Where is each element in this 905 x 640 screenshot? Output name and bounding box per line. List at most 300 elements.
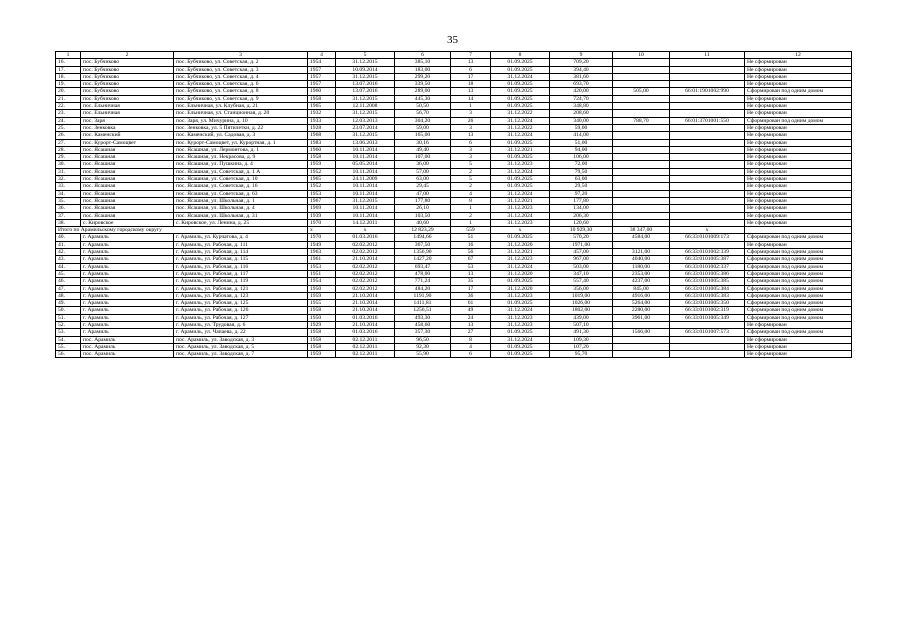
address-cell: пос. Бубчиково, ул. Советская, д. 4 <box>174 73 308 80</box>
year-cell: 1963 <box>308 249 336 256</box>
status-cell: Сформирован под одним домом <box>745 270 852 277</box>
cadastral-number-cell <box>670 183 745 190</box>
cadastral-number-cell <box>670 146 745 153</box>
cadastral-number-cell: 66:33:0101002:339 <box>670 249 745 256</box>
deadline-cell: 31.12.2024 <box>491 212 550 219</box>
land-area-cell <box>613 132 670 139</box>
address-cell: пос. Ясашная, ул. Лермонтова, д. 1 <box>174 146 308 153</box>
date-cell: 31.12.2015 <box>336 95 395 102</box>
year-cell: 1968 <box>308 132 336 139</box>
status-cell: Не сформирован <box>745 321 852 328</box>
area-cell: 493,30 <box>395 314 451 321</box>
table-row <box>56 307 852 314</box>
address-cell: г. Арамиль, ул. Рабочая, д. 111 <box>174 241 308 248</box>
value-cell: 10 929,30 <box>550 227 613 234</box>
address-cell: пос. Арамиль, ул. Заводская, д. 7 <box>174 351 308 358</box>
year-cell: 1959 <box>308 292 336 299</box>
value-cell: 1019,00 <box>550 292 613 299</box>
table-row <box>56 66 852 73</box>
address-cell: г. Арамиль, ул. Рабочая, д. 115 <box>174 256 308 263</box>
status-cell: Не сформирован <box>745 212 852 219</box>
value-cell: 347,10 <box>550 270 613 277</box>
area-cell: 177,80 <box>395 197 451 204</box>
area-cell: 55,90 <box>395 351 451 358</box>
date-cell: 02.02.2012 <box>336 249 395 256</box>
status-cell: Не сформирован <box>745 95 852 102</box>
locality-cell: пос. Ясашная <box>81 161 174 168</box>
cadastral-number-cell <box>670 139 745 146</box>
address-cell: пос. Ельничная, ул. Клубная, д. 21 <box>174 103 308 110</box>
locality-cell: г. Арамиль <box>81 270 174 277</box>
date-cell: 10.11.2014 <box>336 183 395 190</box>
column-number-cell: 9 <box>550 52 613 59</box>
land-area-cell: 2280,00 <box>613 307 670 314</box>
address-cell: г. Арамиль, ул. Рабочая, д. 119 <box>174 278 308 285</box>
land-area-cell <box>613 205 670 212</box>
count-cell: 67 <box>451 256 491 263</box>
year-cell: 1959 <box>308 351 336 358</box>
date-cell: 21.10.2014 <box>336 321 395 328</box>
address-cell: г. Арамиль, ул. Рабочая, д. 123 <box>174 292 308 299</box>
year-cell: 1970 <box>308 234 336 241</box>
date-cell: 05.05.2014 <box>336 161 395 168</box>
value-cell: 491,30 <box>550 329 613 336</box>
year-cell: 1929 <box>308 321 336 328</box>
row-number-cell: 29. <box>56 154 81 161</box>
cadastral-number-cell <box>670 59 745 66</box>
land-area-cell <box>613 139 670 146</box>
deadline-cell: 31.12.2021 <box>491 249 550 256</box>
date-cell: 31.12.2015 <box>336 132 395 139</box>
land-area-cell: 845,00 <box>613 285 670 292</box>
status-cell: Не сформирован <box>745 205 852 212</box>
cadastral-number-cell: 66:33:0101007:573 <box>670 329 745 336</box>
locality-cell: пос. Арамиль <box>81 336 174 343</box>
locality-cell: г. Арамиль <box>81 321 174 328</box>
table-row <box>56 183 852 190</box>
value-cell: 693,70 <box>550 81 613 88</box>
address-cell: пос. Арамиль, ул. Заводская, д. 5 <box>174 343 308 350</box>
date-cell: 12.03.2013 <box>336 117 395 124</box>
land-area-cell: 38 347,00 <box>613 227 670 234</box>
row-number-cell: 49. <box>56 300 81 307</box>
date-cell: 31.12.2015 <box>336 197 395 204</box>
date-cell: 02.02.2012 <box>336 241 395 248</box>
count-cell: 6 <box>451 66 491 73</box>
area-cell: 478,00 <box>395 270 451 277</box>
count-cell: 5 <box>451 176 491 183</box>
value-cell: 340,00 <box>550 117 613 124</box>
count-cell: 35 <box>451 278 491 285</box>
table-row <box>56 117 852 124</box>
row-number-cell: 38. <box>56 219 81 226</box>
locality-cell: г. Арамиль <box>81 314 174 321</box>
land-area-cell <box>613 154 670 161</box>
land-area-cell <box>613 66 670 73</box>
area-cell: 385,10 <box>395 59 451 66</box>
count-cell: 1 <box>451 219 491 226</box>
row-number-cell: 32. <box>56 176 81 183</box>
area-cell: 57,00 <box>395 168 451 175</box>
locality-cell: г. Арамиль <box>81 307 174 314</box>
value-cell: 63,00 <box>550 176 613 183</box>
area-cell: 339,50 <box>395 81 451 88</box>
area-cell: 289,00 <box>395 88 451 95</box>
cadastral-number-cell <box>670 241 745 248</box>
value-cell: 1026,00 <box>550 300 613 307</box>
table-row <box>56 219 852 226</box>
area-cell: 299,20 <box>395 73 451 80</box>
count-cell: 3 <box>451 146 491 153</box>
header-row <box>56 52 852 59</box>
deadline-cell: 31.12.2024 <box>491 190 550 197</box>
address-cell: г. Арамиль, ул. Трудовая, д. 6 <box>174 321 308 328</box>
table-body <box>56 52 852 358</box>
table-row <box>56 73 852 80</box>
value-cell: 348,80 <box>550 103 613 110</box>
year-cell: 1958 <box>308 307 336 314</box>
locality-cell: пос. Бубчиково <box>81 95 174 102</box>
address-cell: пос. Ясашная, ул. Школьная, д. 4 <box>174 205 308 212</box>
row-number-cell: 54. <box>56 336 81 343</box>
land-area-cell: 2353,00 <box>613 270 670 277</box>
value-cell: 177,80 <box>550 197 613 204</box>
table-row <box>56 329 852 336</box>
cadastral-number-cell <box>670 73 745 80</box>
area-cell: 357,30 <box>395 329 451 336</box>
address-cell: г. Арамиль, ул. Рабочая, д. 125 <box>174 300 308 307</box>
address-cell: г. Арамиль, ул. Рабочая, д. 126 <box>174 307 308 314</box>
address-cell: пос. Ясашная, ул. Пушкина, д. 4 <box>174 161 308 168</box>
date-cell: 31.12.2015 <box>336 110 395 117</box>
count-cell: 36 <box>451 292 491 299</box>
value-cell: 724,70 <box>550 95 613 102</box>
land-area-cell <box>613 241 670 248</box>
area-cell: 49,40 <box>395 146 451 153</box>
date-cell: 13.07.2016 <box>336 88 395 95</box>
locality-cell: пос. Бубчиково <box>81 88 174 95</box>
table-row <box>56 168 852 175</box>
deadline-cell: 31.12.2020 <box>491 270 550 277</box>
locality-cell: пос. Бубчиково <box>81 81 174 88</box>
count-cell: 17 <box>451 285 491 292</box>
row-number-cell: 16. <box>56 59 81 66</box>
year-cell: 1957 <box>308 81 336 88</box>
cadastral-number-cell: 66:01:3701001:550 <box>670 117 745 124</box>
cadastral-number-cell <box>670 81 745 88</box>
row-number-cell: 42. <box>56 249 81 256</box>
count-cell: 14 <box>451 95 491 102</box>
date-cell: 02.02.2012 <box>336 263 395 270</box>
address-cell: пос. Ясашная, ул. Советская, д. 1 А <box>174 168 308 175</box>
count-cell: 2 <box>451 183 491 190</box>
area-cell: 693,47 <box>395 263 451 270</box>
date-cell: 21.10.2014 <box>336 307 395 314</box>
date-cell: 21.10.2014 <box>336 292 395 299</box>
count-cell: 56 <box>451 249 491 256</box>
value-cell: 503,00 <box>550 263 613 270</box>
status-cell: Сформирован под одним домом <box>745 300 852 307</box>
count-cell: 8 <box>451 336 491 343</box>
status-cell: Сформирован под одним домом <box>745 307 852 314</box>
locality-cell: пос. Ясашная <box>81 146 174 153</box>
locality-cell: пос. Ясашная <box>81 176 174 183</box>
count-cell: 13 <box>451 270 491 277</box>
cadastral-number-cell: х <box>670 227 745 234</box>
row-number-cell: 36. <box>56 205 81 212</box>
cadastral-number-cell: 66:33:0101005:383 <box>670 292 745 299</box>
table-row <box>56 205 852 212</box>
address-cell: пос. Бубчиково, ул. Советская, д. 6 <box>174 81 308 88</box>
land-area-cell <box>613 197 670 204</box>
row-number-cell: 33. <box>56 183 81 190</box>
table-row <box>56 110 852 117</box>
locality-cell: пос. Курорт-Самоцвет <box>81 139 174 146</box>
status-cell: Сформирован под одним домом <box>745 88 852 95</box>
row-number-cell: 22. <box>56 103 81 110</box>
locality-cell: пос. Ельничная <box>81 103 174 110</box>
row-number-cell: 51. <box>56 314 81 321</box>
value-cell: 29,50 <box>550 183 613 190</box>
cadastral-number-cell <box>670 110 745 117</box>
date-cell: 01.03.2016 <box>336 329 395 336</box>
table-row <box>56 321 852 328</box>
table-row <box>56 292 852 299</box>
address-cell: пос. Бубчиково, ул. Советская, д. 8 <box>174 88 308 95</box>
status-cell: Сформирован под одним домом <box>745 117 852 124</box>
land-area-cell: 4916,00 <box>613 292 670 299</box>
address-cell: пос. Арамиль, ул. Заводская, д. 3 <box>174 336 308 343</box>
status-cell: Не сформирован <box>745 343 852 350</box>
value-cell: 109,30 <box>550 336 613 343</box>
year-cell: 1958 <box>308 95 336 102</box>
address-cell: пос. Ясашная, ул. Школьная, д. 31 <box>174 212 308 219</box>
value-cell: 1802,00 <box>550 307 613 314</box>
row-number-cell: 26. <box>56 132 81 139</box>
date-cell: 01.03.2016 <box>336 234 395 241</box>
table-row <box>56 285 852 292</box>
row-number-cell: 30. <box>56 161 81 168</box>
locality-cell: г. Арамиль <box>81 285 174 292</box>
address-cell: г. Арамиль, ул. Рабочая, д. 116 <box>174 263 308 270</box>
status-cell: Не сформирован <box>745 154 852 161</box>
deadline-cell: 01.09.2025 <box>491 300 550 307</box>
table-row <box>56 139 852 146</box>
row-number-cell: 48. <box>56 292 81 299</box>
status-cell: Сформирован под одним домом <box>745 263 852 270</box>
deadline-cell: 31.12.2022 <box>491 124 550 131</box>
locality-cell: пос. Каменский <box>81 132 174 139</box>
status-cell: Не сформирован <box>745 219 852 226</box>
locality-cell: г. Арамиль <box>81 300 174 307</box>
land-area-cell <box>613 146 670 153</box>
area-cell: 458,60 <box>395 321 451 328</box>
status-cell: Сформирован под одним домом <box>745 278 852 285</box>
status-cell: Сформирован под одним домом <box>745 256 852 263</box>
value-cell: 420,00 <box>550 88 613 95</box>
value-cell: 134,00 <box>550 205 613 212</box>
count-cell: 3 <box>451 124 491 131</box>
date-cell: 31.12.2015 <box>336 59 395 66</box>
date-cell: 23.07.2014 <box>336 124 395 131</box>
housing-table <box>55 51 852 358</box>
date-cell: 10.11.2014 <box>336 212 395 219</box>
area-cell: 304,20 <box>395 117 451 124</box>
area-cell: 1191,90 <box>395 292 451 299</box>
cadastral-number-cell: 66:33:0101009:173 <box>670 234 745 241</box>
row-number-cell: 41. <box>56 241 81 248</box>
deadline-cell: 01.09.2025 <box>491 176 550 183</box>
status-cell: Не сформирован <box>745 176 852 183</box>
area-cell: 63,00 <box>395 176 451 183</box>
area-cell: 40,60 <box>395 219 451 226</box>
area-cell: 26,10 <box>395 205 451 212</box>
status-cell: Сформирован под одним домом <box>745 314 852 321</box>
year-cell: 1932 <box>308 110 336 117</box>
count-cell: 4 <box>451 190 491 197</box>
date-cell: 10.09.2014 <box>336 66 395 73</box>
deadline-cell: 31.12.2023 <box>491 256 550 263</box>
address-cell: пос. Ясашная, ул. Советская, д. 10 <box>174 176 308 183</box>
row-number-cell: 21. <box>56 95 81 102</box>
deadline-cell: 01.09.2025 <box>491 95 550 102</box>
cadastral-number-cell: 66:33:0101005:384 <box>670 285 745 292</box>
date-cell: 21.10.2014 <box>336 300 395 307</box>
row-number-cell: 43. <box>56 256 81 263</box>
row-number-cell: 40. <box>56 234 81 241</box>
status-cell: Не сформирован <box>745 66 852 73</box>
area-cell: 36,00 <box>395 161 451 168</box>
area-cell: 56,70 <box>395 110 451 117</box>
deadline-cell: 01.09.2025 <box>491 66 550 73</box>
locality-cell: пос. Ясашная <box>81 154 174 161</box>
address-cell: пос. Ясашная, ул. Некрасова, д. 9 <box>174 154 308 161</box>
area-cell: 12 823,29 <box>395 227 451 234</box>
deadline-cell: х <box>491 227 550 234</box>
column-number-cell: 11 <box>670 52 745 59</box>
date-cell: 10.11.2014 <box>336 205 395 212</box>
locality-cell: пос. Ясашная <box>81 205 174 212</box>
area-cell: 1256,51 <box>395 307 451 314</box>
deadline-cell: 01.09.2025 <box>491 329 550 336</box>
date-cell: 10.11.2014 <box>336 146 395 153</box>
column-number-cell: 1 <box>56 52 81 59</box>
year-cell: 1960 <box>308 88 336 95</box>
date-cell: 02.12.2011 <box>336 343 395 350</box>
year-cell: 1949 <box>308 241 336 248</box>
value-cell: 1971,00 <box>550 241 613 248</box>
date-cell: 14.12.2011 <box>336 219 395 226</box>
land-area-cell: 4237,00 <box>613 278 670 285</box>
date-cell: 10.11.2014 <box>336 154 395 161</box>
value-cell: 414,00 <box>550 132 613 139</box>
table-row <box>56 241 852 248</box>
deadline-cell: 01.09.2025 <box>491 234 550 241</box>
row-number-cell: 50. <box>56 307 81 314</box>
deadline-cell: 31.12.2020 <box>491 241 550 248</box>
row-number-cell: 19. <box>56 81 81 88</box>
status-cell: Не сформирован <box>745 168 852 175</box>
status-cell: Не сформирован <box>745 351 852 358</box>
locality-cell: г. Арамиль <box>81 292 174 299</box>
cadastral-number-cell: 66:33:0101005:349 <box>670 314 745 321</box>
land-area-cell: 3961,00 <box>613 314 670 321</box>
deadline-cell: 31.12.2023 <box>491 314 550 321</box>
locality-cell: пос. Ельничная <box>81 110 174 117</box>
cadastral-number-cell <box>670 212 745 219</box>
cadastral-number-cell <box>670 351 745 358</box>
status-cell: Не сформирован <box>745 73 852 80</box>
year-cell: 1970 <box>308 219 336 226</box>
cadastral-number-cell: 66:33:0101005:385 <box>670 278 745 285</box>
address-cell: пос. Зенковка, ул. 5 Пятилетки, д. 22 <box>174 124 308 131</box>
deadline-cell: 31.12.2023 <box>491 321 550 328</box>
table-row <box>56 103 852 110</box>
area-cell: 1356,90 <box>395 249 451 256</box>
table-row <box>56 270 852 277</box>
page-number: 35 <box>447 34 458 46</box>
year-cell: 1933 <box>308 117 336 124</box>
count-cell: 8 <box>451 197 491 204</box>
year-cell: 1958 <box>308 343 336 350</box>
table-row <box>56 154 852 161</box>
cadastral-number-cell <box>670 124 745 131</box>
row-number-cell: 56. <box>56 351 81 358</box>
year-cell: 1960 <box>308 146 336 153</box>
value-cell: 381,60 <box>550 73 613 80</box>
deadline-cell: 01.09.2025 <box>491 103 550 110</box>
value-cell: 72,00 <box>550 161 613 168</box>
address-cell: пос. Заря, ул. Мичурина, д. 10 <box>174 117 308 124</box>
year-cell: 1965 <box>308 103 336 110</box>
deadline-cell: 01.09.2025 <box>491 81 550 88</box>
table-row <box>56 351 852 358</box>
value-cell: 507,10 <box>550 321 613 328</box>
value-cell: 557,40 <box>550 278 613 285</box>
deadline-cell: 01.09.2025 <box>491 343 550 350</box>
table-row <box>56 234 852 241</box>
date-cell: 21.10.2014 <box>336 256 395 263</box>
year-cell: 1958 <box>308 154 336 161</box>
cadastral-number-cell <box>670 336 745 343</box>
year-cell: 1983 <box>308 139 336 146</box>
status-cell: Не сформирован <box>745 146 852 153</box>
deadline-cell: 31.12.2024 <box>491 117 550 124</box>
row-number-cell: 53. <box>56 329 81 336</box>
count-cell: 13 <box>451 59 491 66</box>
locality-cell: г. Арамиль <box>81 278 174 285</box>
value-cell: 206,30 <box>550 212 613 219</box>
table-row <box>56 124 852 131</box>
total-label-cell: Итого по Арамильскому городскому округу <box>56 227 308 234</box>
locality-cell: г. Арамиль <box>81 263 174 270</box>
table-row <box>56 314 852 321</box>
cadastral-number-cell <box>670 103 745 110</box>
land-area-cell <box>613 168 670 175</box>
year-cell: 1954 <box>308 278 336 285</box>
locality-cell: пос. Ясашная <box>81 190 174 197</box>
land-area-cell <box>613 110 670 117</box>
table-row <box>56 146 852 153</box>
status-cell: Сформирован под одним домом <box>745 234 852 241</box>
table-row <box>56 197 852 204</box>
locality-cell: с. Кировское <box>81 219 174 226</box>
row-number-cell: 46. <box>56 278 81 285</box>
table-row <box>56 132 852 139</box>
status-cell <box>745 227 852 234</box>
status-cell: Не сформирован <box>745 110 852 117</box>
status-cell: Сформирован под одним домом <box>745 285 852 292</box>
